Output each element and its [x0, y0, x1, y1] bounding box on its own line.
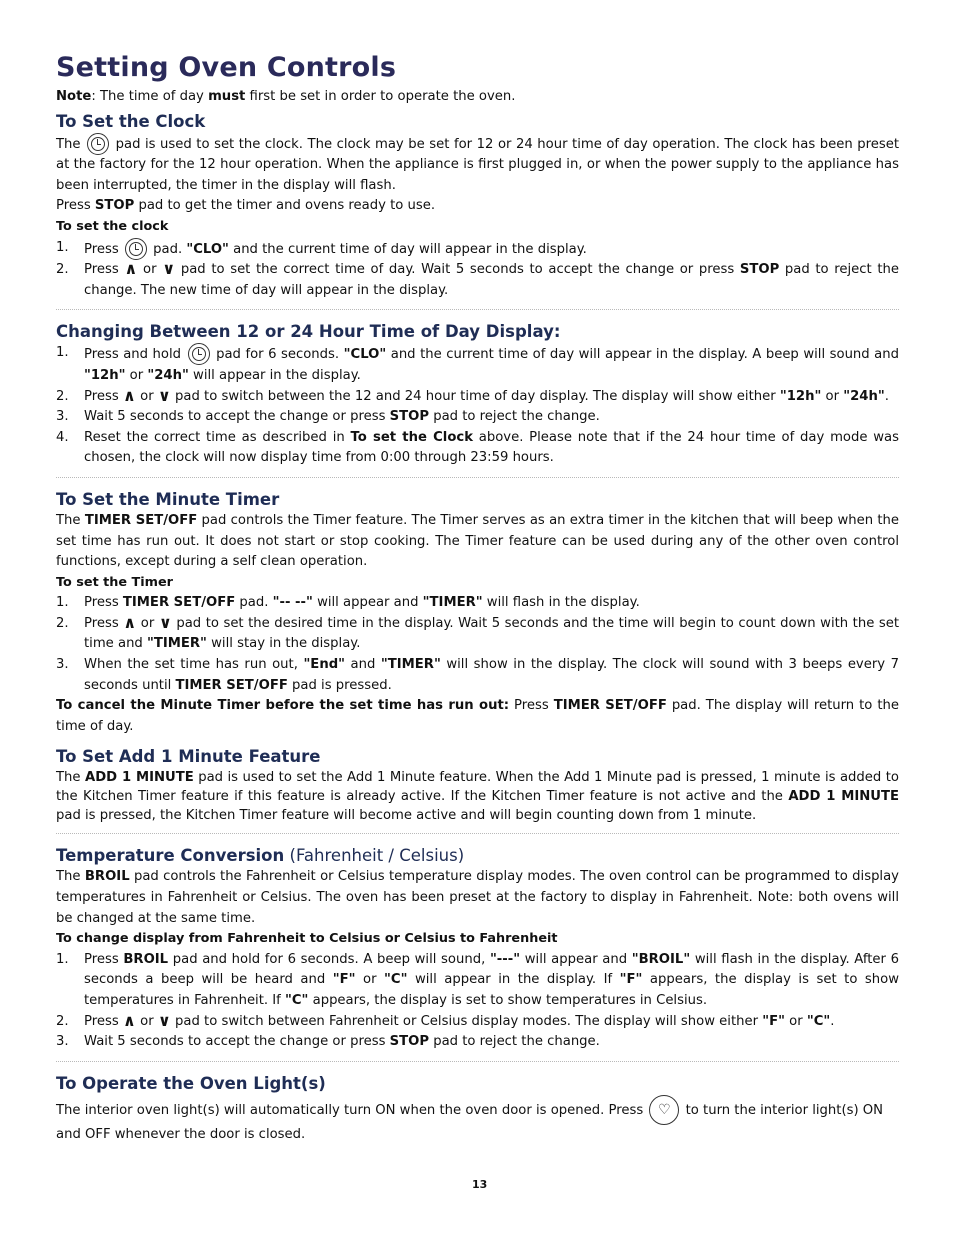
cancel-timer-paragraph: To cancel the Minute Timer before the set time has run out: Press TIMER SET/OFF pad. The display will return to the time of day. [56, 698, 899, 734]
temp-steps [56, 950, 899, 1053]
light-paragraph: The interior oven light(s) will automatically turn ON when the oven door is opened. Press ♡ to turn the interior light(s) ON and OFF whenever the door is closed. [56, 1095, 899, 1146]
clock-icon [87, 133, 109, 155]
heading-set-clock: To Set the Clock [56, 111, 206, 131]
note: Note: The time of day must first be set in order to operate the oven. [56, 89, 516, 104]
clock-icon [188, 343, 210, 365]
section-set-clock [56, 112, 899, 302]
list-item: 3. Wait 5 seconds to accept the change or press STOP pad to reject the change. [56, 1034, 600, 1050]
list-item: 1. Press BROIL pad and hold for 6 seconds. A beep will sound, "---" will appear and "BROIL" will flash in the display. After 6 seconds a beep will be heard and "F" or "C" will appear in the display. If "F" appears, the display is set to show temperatures in Fahrenheit. If "C" appears, the display is set to show temperatures in Celsius. [56, 951, 899, 1008]
section-add-1-minute [56, 747, 899, 825]
heading-temperature-conversion: Temperature Conversion (Fahrenheit / Celsius) [56, 846, 465, 866]
divider [56, 833, 899, 834]
hour-steps [56, 343, 899, 469]
timer-paragraph: The TIMER SET/OFF pad controls the Timer feature. The Timer serves as an extra timer in the kitchen that will beep when the set time has run out. It does not start or stop cooking. The Timer feature can be used during any of the other oven control functions, except during a self clean operation. [56, 512, 899, 570]
list-item: 3. Wait 5 seconds to accept the change or press STOP pad to reject the change. [56, 409, 600, 425]
section-minute-timer [56, 490, 899, 738]
down-arrow-icon: ∨ [157, 385, 171, 405]
down-arrow-icon: ∨ [158, 612, 172, 632]
divider [56, 477, 899, 478]
divider [56, 1061, 899, 1062]
down-arrow-icon: ∨ [157, 1010, 171, 1030]
clock-paragraph: The pad is used to set the clock. The clock may be set for 12 or 24 hour time of day operation. The clock has been preset at the factory for the 12 hour operation. When the appliance is first plugged in, or when the power supply to the appliance has been interrupted, the timer in the display will flash. [56, 133, 899, 197]
section-temperature-conversion [56, 846, 899, 1052]
divider [56, 309, 899, 310]
page-number: 13 [472, 1178, 488, 1191]
list-item: 2. Press ∧ or ∨ pad to switch between the 12 and 24 hour time of day display. The display will show either "12h" or "24h". [56, 385, 889, 405]
section-12-24-hour [56, 322, 899, 469]
up-arrow-icon: ∧ [122, 385, 136, 405]
subheading-change-display: To change display from Fahrenheit to Celsius or Celsius to Fahrenheit [56, 931, 558, 947]
light-bulb-icon: ♡ [649, 1095, 679, 1125]
subheading-set-clock: To set the clock [56, 218, 169, 234]
clock-stop-paragraph: Press STOP pad to get the timer and ovens ready to use. [56, 198, 436, 214]
list-item: 1. Press pad. "CLO" and the current time of day will appear in the display. [56, 238, 899, 261]
heading-12-24-hour: Changing Between 12 or 24 Hour Time of Day Display: [56, 322, 561, 342]
heading-minute-timer: To Set the Minute Timer [56, 489, 280, 509]
heading-add-1-minute: To Set Add 1 Minute Feature [56, 747, 321, 767]
up-arrow-icon: ∧ [123, 612, 137, 632]
subheading-set-timer: To set the Timer [56, 574, 173, 590]
manual-page [56, 52, 899, 1145]
down-arrow-icon: ∨ [162, 259, 176, 279]
list-item: 1. Press TIMER SET/OFF pad. "-- --" will appear and "TIMER" will flash in the display. [56, 595, 640, 611]
list-item: 4. Reset the correct time as described in To set the Clock above. Please note that if the 24 hour time of day mode was chosen, the clock will now display time from 0:00 through 23:59 hours. [56, 429, 899, 466]
list-item: 2. Press ∧ or ∨ pad to set the correct time of day. Wait 5 seconds to accept the change or press STOP pad to reject the change. The new time of day will appear in the display. [56, 259, 899, 298]
timer-steps [56, 593, 899, 696]
list-item: 2. Press ∧ or ∨ pad to switch between Fahrenheit or Celsius display modes. The display will show either "F" or "C". [56, 1010, 835, 1030]
list-item: 1. Press and hold pad for 6 seconds. "CLO" and the current time of day will appear in the display. A beep will sound and "12h" or "24h" will appear in the display. [56, 345, 899, 383]
temp-paragraph: The BROIL pad controls the Fahrenheit or Celsius temperature display modes. The oven control can be programmed to display temperatures in Fahrenheit or Celsius. The oven has been preset at the factory to display in Fahrenheit. Note: both ovens will be changed at the same time. [56, 869, 899, 926]
section-oven-light [56, 1074, 899, 1146]
up-arrow-icon: ∧ [122, 1010, 136, 1030]
list-item: 3. When the set time has run out, "End" and "TIMER" will show in the display. The clock will sound with 3 beeps every 7 seconds until TIMER SET/OFF pad is pressed. [56, 657, 899, 693]
clock-steps [56, 238, 899, 302]
add1-paragraph: The ADD 1 MINUTE pad is used to set the Add 1 Minute feature. When the Add 1 Minute pad is pressed, 1 minute is added to the Kitchen Timer feature if this feature is already active. If the Kitchen Timer feature is not active and the ADD 1 MINUTE pad is pressed, the Kitchen Timer feature will become active and will begin counting down from 1 minute. [56, 770, 899, 824]
heading-oven-light: To Operate the Oven Light(s) [56, 1073, 326, 1093]
page-title: Setting Oven Controls [56, 52, 397, 83]
up-arrow-icon: ∧ [124, 259, 138, 279]
list-item: 2. Press ∧ or ∨ pad to set the desired time in the display. Wait 5 seconds and the time will begin to count down with the set time and "TIMER" will stay in the display. [56, 612, 899, 652]
clock-icon [125, 238, 147, 260]
